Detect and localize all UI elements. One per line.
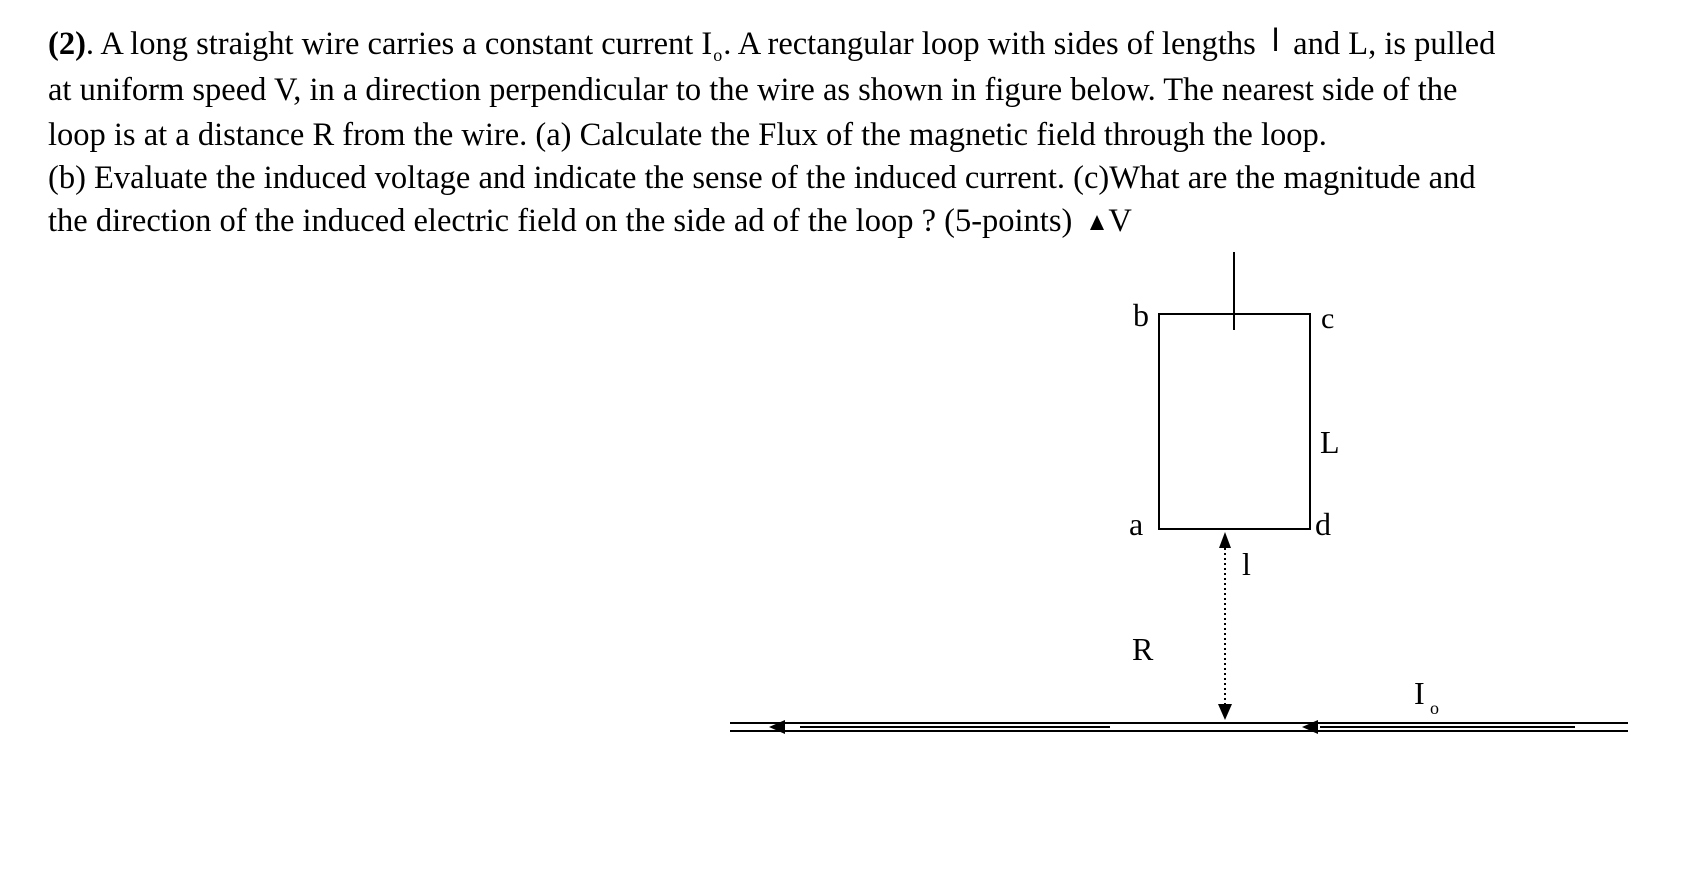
wire-current-subscript: o bbox=[1430, 698, 1439, 718]
problem-line-4: (b) Evaluate the induced voltage and indicate the sense of the induced current. (c)What are the magnitude and bbox=[48, 160, 1476, 196]
corner-label-a: a bbox=[1129, 506, 1144, 542]
wire-current-symbol: I bbox=[1414, 675, 1425, 711]
corner-label-b: b bbox=[1133, 297, 1149, 333]
distance-label-R: R bbox=[1132, 631, 1154, 667]
side-length-symbol: l bbox=[1271, 22, 1280, 58]
problem-line-3: loop is at a distance R from the wire. (a) Calculate the Flux of the magnetic field through the loop. bbox=[48, 117, 1327, 153]
line1-part-a: . A long straight wire carries a constant current bbox=[85, 26, 702, 62]
line1-part-b: . A rectangular loop with sides of lengths bbox=[723, 26, 1264, 62]
side-label-L: L bbox=[1320, 424, 1340, 460]
side-label-l: l bbox=[1242, 546, 1251, 582]
corner-label-c: c bbox=[1321, 302, 1335, 335]
distance-arrow-up-icon bbox=[1219, 532, 1231, 548]
current-symbol: I bbox=[701, 26, 713, 62]
problem-number: (2) bbox=[48, 26, 86, 62]
line5-text: the direction of the induced electric field on the side ad of the loop ? (5-points) bbox=[48, 203, 1073, 239]
corner-label-d: d bbox=[1315, 506, 1331, 542]
line1-part-c: and L, is pulled bbox=[1285, 26, 1496, 62]
current-subscript: o bbox=[713, 45, 723, 65]
rectangular-loop bbox=[1159, 314, 1310, 529]
problem-line-2: at uniform speed V, in a direction perpendicular to the wire as shown in figure below. The nearest side of the bbox=[48, 72, 1458, 108]
velocity-label: V bbox=[1108, 203, 1132, 239]
distance-arrow-down-icon bbox=[1218, 704, 1232, 720]
